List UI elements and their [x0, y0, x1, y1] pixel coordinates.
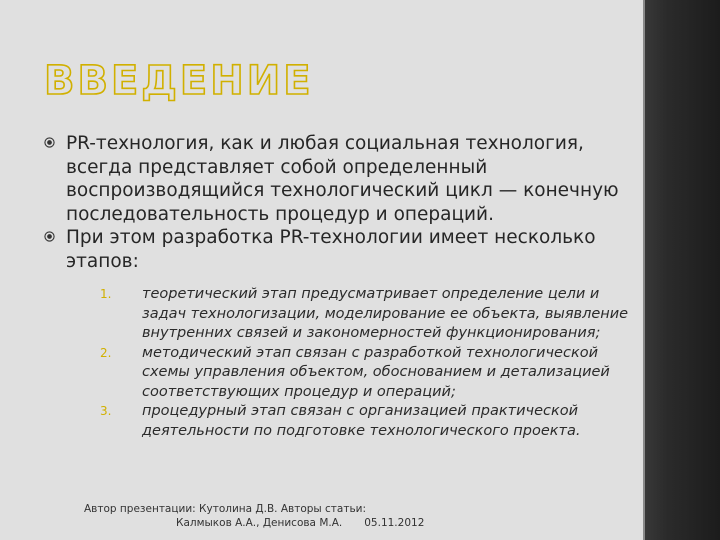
list-item	[100, 285, 640, 344]
list-item	[100, 402, 640, 441]
footer-line1: Автор презентации: Кутолина Д.В. Авторы статьи:	[84, 503, 367, 515]
item-text: методический этап связан с разработкой технологической схемы управления объектом, обоснованием и детализацией соответствующих процедур и операций;	[142, 344, 610, 400]
bullet-item	[44, 132, 634, 226]
item-text: процедурный этап связан с организацией практической деятельности по подготовке технологического проекта.	[142, 403, 581, 439]
bullet-list	[44, 132, 634, 273]
numbered-list	[100, 285, 640, 441]
slide-title: ВВЕДЕНИЕ	[44, 58, 314, 104]
decorative-side-panel	[643, 0, 720, 540]
footer-authors: Калмыков А.А., Денисова М.А.	[176, 517, 343, 529]
item-text: теоретический этап предусматривает определение цели и задач технологизации, моделирование ее объекта, выявление внутренних связей и закономерностей функционирования;	[142, 286, 629, 341]
footer-date: 05.11.2012	[364, 517, 425, 529]
circled-bullet-icon	[44, 231, 55, 242]
item-number: 2.	[100, 345, 112, 360]
item-number: 3.	[100, 404, 112, 418]
item-number: 1.	[100, 287, 112, 301]
bullet-text: При этом разработка PR-технологии имеет несколько этапов:	[66, 227, 596, 272]
footer-line2-wrap	[84, 516, 424, 530]
bullet-item	[44, 226, 634, 273]
list-item	[100, 344, 640, 403]
footer-credits	[84, 502, 424, 530]
bullet-text: PR-технология, как и любая социальная технология, всегда представляет собой определенный воспроизводящийся технологический цикл — конечную последовательность процедур и операций.	[66, 133, 619, 225]
circled-bullet-icon	[44, 137, 55, 148]
